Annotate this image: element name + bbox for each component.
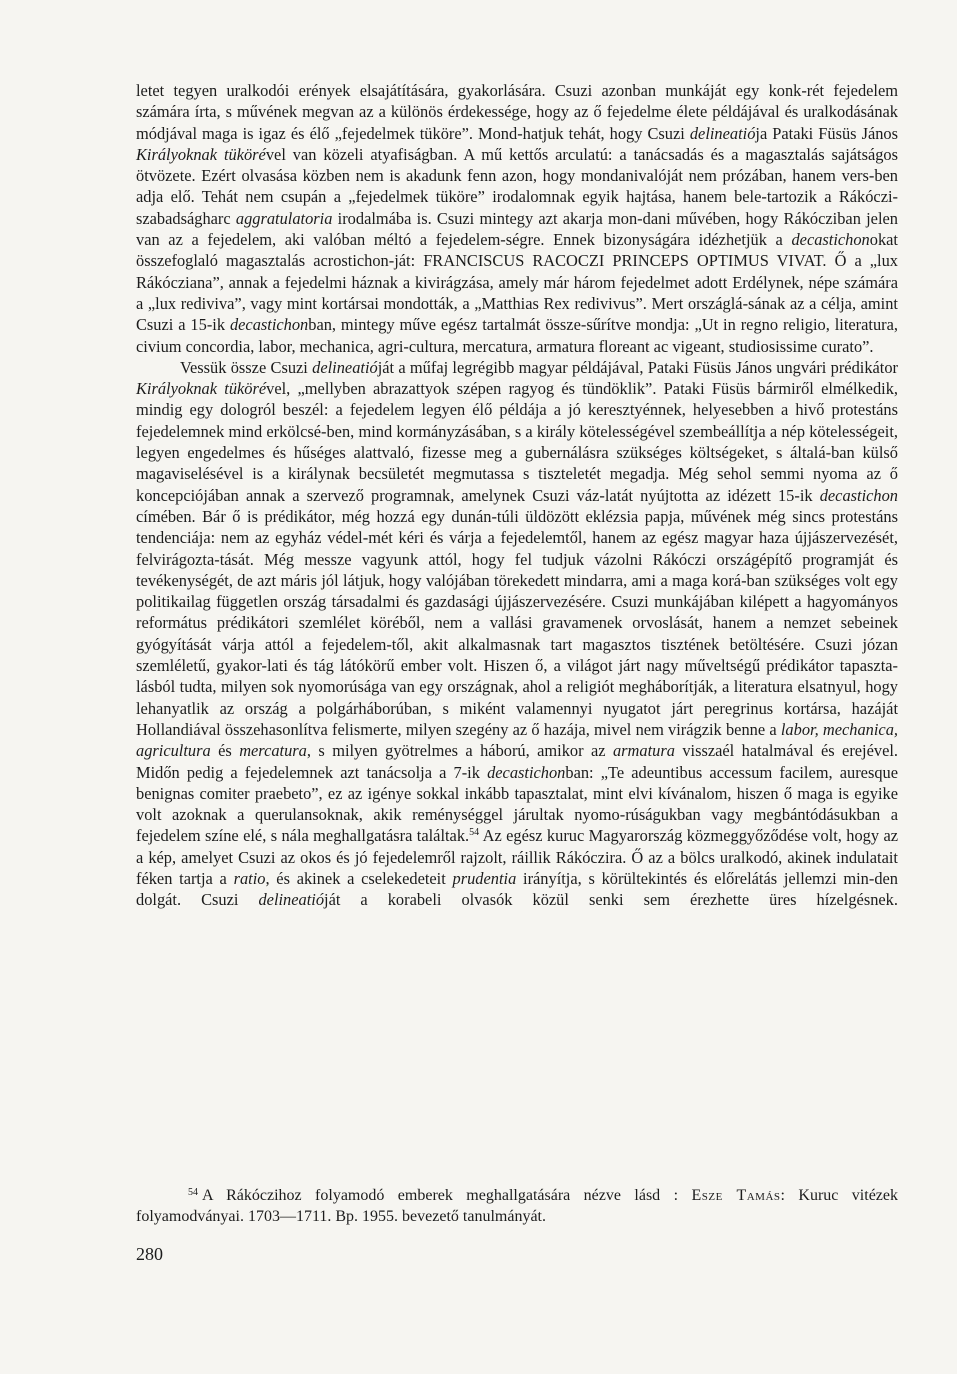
italic-run: Királyoknak tüköré [136, 144, 266, 164]
footnote-author: Esze Tamás [691, 1187, 781, 1204]
text-run: Vessük össze Csuzi [180, 357, 313, 377]
text-run: irodalmába is. Csuzi mintegy azt akarja mon-dani művében, hogy Rákócziban jelen van az a fejedelem, aki valóban méltó a fejedelem-ségre. Ennek bizonyságára idézhetjük a [136, 208, 898, 250]
paragraph-2 [136, 357, 898, 911]
text-run: Az egész kuruc Magyarország közmeggyőződése volt, hogy az a kép, amelyet Csuzi az okos és jó fejedelemről rajzolt, ráillik Rákóczira. Ő az a bölcs uralkodó, akinek indulatait féken tartja a [136, 826, 899, 888]
text-run: ban, mintegy műve egész tartalmát össze-sűrítve mondja: „Ut in regno religio, literatura, civium concordia, labor, mechanica, agri-cultura, mercatura, armatura floreant ac vigeant, studiosissime curato”. [136, 315, 898, 356]
text-run: vel, „mellyben abrazattyok szépen ragyog és tündöklik”. Pataki Füsüs bármiről elmélkedik, mindig egy dologról beszél: a fejedelem legyen élő példája a jó keresztyénnek, helyesebben a hivő protestáns fejedelemnek mind erkölcsé-ben, mind kormányzásában, s a király kötelességével szembeállítja a nép kötelességeit, legyen engedelmes és hűséges alattvaló, fizesse meg a gubernálásra szükséges költségeket, s általá-ban külső magaviselésével is a királynak becsületét megmutassa s tiszteletét megadja. Még sehol semmi nyoma az ő koncepciójában annak a szervező programnak, amelynek Csuzi váz-latát nyújtotta az idézett 15-ik [136, 379, 899, 505]
italic-run: aggratulatoria [235, 208, 333, 228]
italic-run: delineatió [258, 890, 325, 910]
italic-run: ratio [233, 868, 266, 888]
italic-run: mercatura [239, 741, 307, 761]
italic-run: armatura [612, 741, 675, 761]
italic-run: decastichon [487, 762, 566, 782]
italic-run: prudentia [452, 868, 517, 888]
footnote-text: A Rákóczihoz folyamodó emberek meghallgatására nézve lásd : [202, 1187, 692, 1204]
text-run: vel van közeli atyafiságban. A mű kettős arculatú: a tanácsadás és a magasztalás sajátságos ötvözete. Ezért olvasása közben nem is akadunk fenn azon, hogy mondanivalóját nem prózában, hanem vers-ben adja elő. Tehát nem csupán a „fejedelmek tüköre” irodalomnak egyik hajtása, hanem bele-tartozik a Rákóczi-szabadságharc [136, 144, 899, 228]
footnote-marker: 54 [188, 1187, 198, 1198]
italic-run: delineatió [312, 357, 378, 377]
footnote-reference: 54 [469, 827, 480, 839]
paragraph-1 [136, 80, 898, 357]
footnote [136, 1182, 898, 1227]
italic-run: decastichon [791, 230, 870, 250]
italic-run: labor, mechanica, agricultura [136, 719, 899, 761]
text-run: ját a korabeli olvasók közül senki sem érezhette üres hízelgésnek. [324, 890, 898, 910]
body-text [136, 80, 898, 911]
page-number: 280 [136, 1244, 163, 1264]
text-run: visszaél hatalmával és erejével. Midőn pedig a fejedelemnek azt tanácsolja a 7-ik [136, 741, 898, 782]
text-run: , és akinek a cselekedeteit [265, 868, 453, 888]
text-run: ban: „Te adeuntibus accessum facilem, auresque benignas comiter praebeto”, ez az igénye sokkal inkább tapasztalat, mint elvi kívánalom, hiszen ő maga is egyike volt azoknak a querulansoknak, akik reménységgel járultak nyomo-rúságukban vagy megbántódásukban a fejedelem színe elé, s nála meghallgatásra találtak. [136, 762, 898, 846]
italic-run: Királyoknak tüköré [136, 379, 267, 399]
italic-run: decastichon [229, 315, 309, 335]
text-run: letet tegyen uralkodói erények elsajátítására, gyakorlására. Csuzi azonban munkáját egy konk-rét fejedelem számára írta, s művének megvan az a különös érdekessége, hogy az ő fejedelme élete példájával és uralkodásának módjával maga is igaz és élő „fejedelmek tüköre”. Mond-hatjuk tehát, hogy Csuzi [136, 81, 898, 143]
text-run: címében. Bár ő is prédikátor, még hozzá egy dunán-túli üldözött eklézsia papja, művének még sincs protestáns tendenciája: nem az egyház védel-mét kéri és várja a fejedelemtől, hanem az egész magyar haza újjászervezését, felvirágozta-tását. Még messze vagyunk attól, hogy fel tudjuk vázolni Rákóczi országépítő programját és tevékenységét, de azt máris jól látjuk, hogy valójában törekedett mindarra, ami a maga korá-ban szükséges volt egy politikailag független ország társadalmi és gazdasági újjászervezésére. Csuzi munkájában kilépett a hagyományos református prédikátori szemlélet köréből, nem a vallási gravamenek orvoslását, hanem a nemzet sebeinek gyógyítását várja attól a fejedelem-től, akit alkalmasnak tart magasztos tisztének betöltésére. Csuzi józan szemléletű, gyakor-lati és tág látókörű ember volt. Hiszen ő, a világot járt nagy műveltségű prédikátor tapaszta-lásból tudta, milyen sok nyomorúsága van egy országnak, ahol a religiót megháborítják, a literatura elsatnyul, hogy lehanyatlik az ország a polgárháborúban, s miként valamennyi nyugatot járt peregrinus kortársa, hazáját Hollandiával összehasonlítva felismerte, milyen szegény az ő hazája, mivel nem virágzik benne a [136, 506, 898, 739]
text-run: ját a műfaj legrégibb magyar példájával, Pataki Füsüs János ungvári prédikátor [377, 357, 898, 377]
italic-run: decastichon [819, 485, 898, 505]
text-run: és [210, 741, 240, 761]
footnote-text: : Kuruc vitézek folyamodványai. 1703—1711. Bp. 1955. bevezető tanulmányát. [136, 1187, 898, 1225]
text-run: , s milyen gyötrelmes a háború, amikor az [306, 741, 613, 761]
text-run: irányítja, s körültekintés és előrelátás jellemzi min-den dolgát. Csuzi [136, 868, 898, 910]
italic-run: delineatió [689, 123, 756, 143]
text-run: okat összefoglaló magasztalás acrostichon-ját: FRANCISCUS RACOCZI PRINCEPS OPTIMUS VIVAT. Ő a „lux Rákócziana”, annak a fejedelmi háznak a kivirágzása, amely már három fejedelmet adott Erdélynek, népe számára a „lux rediviva”, vagy mint kortársai mondották, a „Matthias Rex redivivus”. Mert országlá-sának az a célja, amint Csuzi a 15-ik [136, 230, 898, 335]
text-run: ja Pataki Füsüs János [755, 123, 898, 143]
